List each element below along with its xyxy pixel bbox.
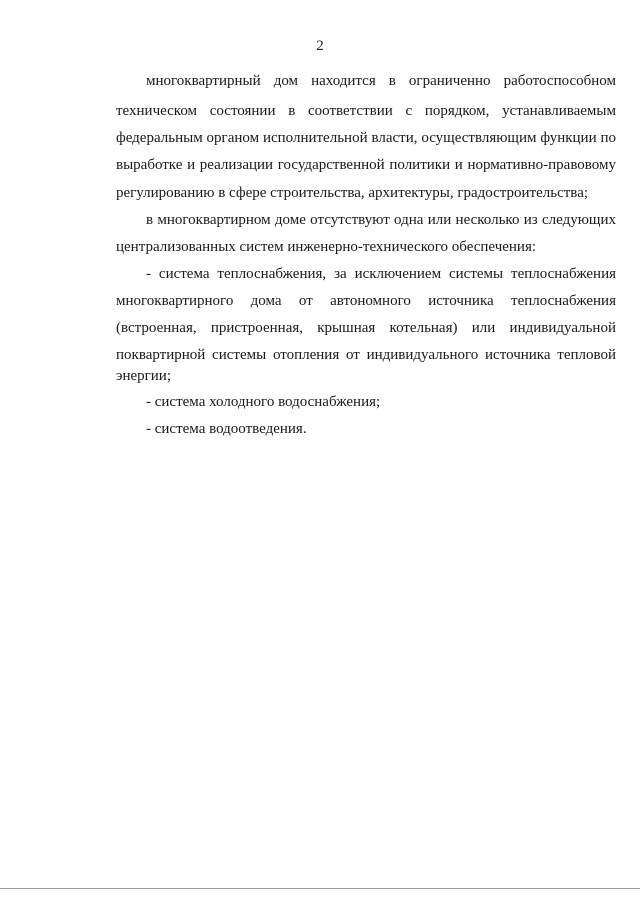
text-line-10: (встроенная, пристроенная, крышная котельная) или индивидуальной: [116, 320, 616, 336]
text-line-8: - система теплоснабжения, за исключением системы теплоснабжения: [146, 266, 616, 282]
text-line-7: централизованных систем инженерно-технического обеспечения:: [116, 239, 537, 255]
text-line-11: поквартирной системы отопления от индивидуального источника тепловой: [116, 347, 616, 363]
text-line-3: федеральным органом исполнительной власти, осуществляющим функции по: [116, 130, 616, 146]
text-line-1: многоквартирный дом находится в ограниченно работоспособном: [146, 73, 616, 89]
text-line-6: в многоквартирном доме отсутствуют одна или несколько из следующих: [146, 212, 616, 228]
bottom-rule: [0, 888, 640, 889]
text-line-14: - система водоотведения.: [146, 421, 307, 437]
text-line-12: энергии;: [116, 368, 171, 384]
text-line-4: выработке и реализации государственной политики и нормативно-правовому: [116, 157, 616, 173]
text-line-13: - система холодного водоснабжения;: [146, 394, 381, 410]
text-line-2: техническом состоянии в соответствии с порядком, устанавливаемым: [116, 103, 616, 119]
page-number: 2: [316, 38, 324, 54]
text-line-9: многоквартирного дома от автономного источника теплоснабжения: [116, 293, 616, 309]
text-line-5: регулированию в сфере строительства, архитектуры, градостроительства;: [116, 185, 589, 201]
